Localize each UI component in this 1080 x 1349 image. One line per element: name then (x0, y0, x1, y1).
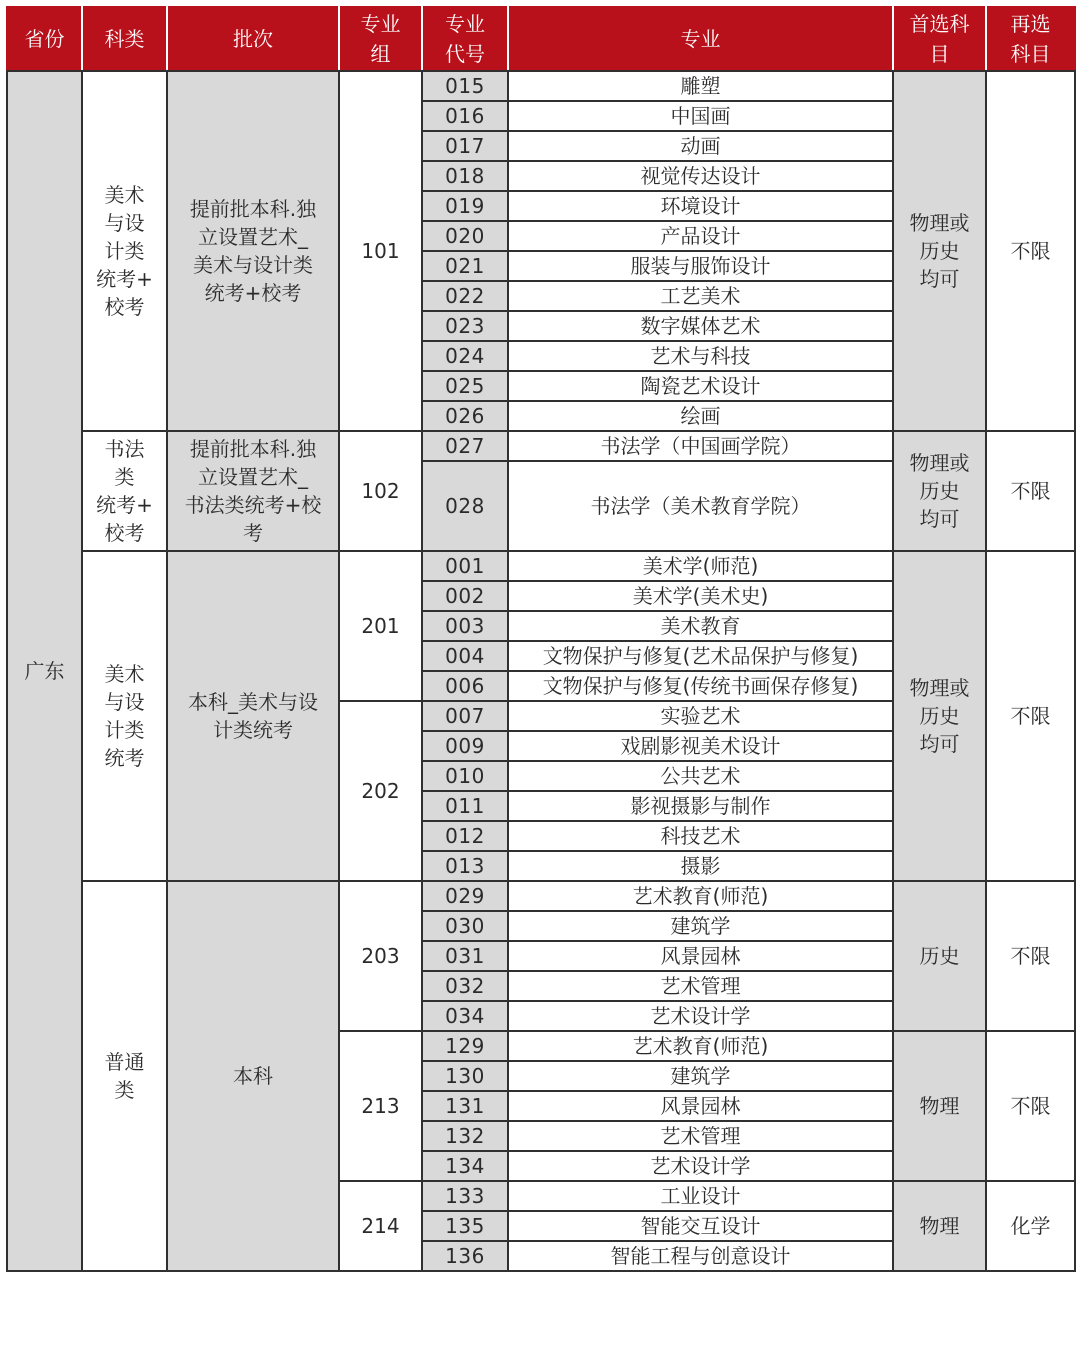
major-name-cell: 风景园林 (508, 1091, 893, 1121)
major-name-cell: 视觉传达设计 (508, 161, 893, 191)
major-code-cell: 130 (422, 1061, 508, 1091)
major-code-cell: 023 (422, 311, 508, 341)
header-row (7, 7, 1075, 71)
major-name-cell: 艺术教育(师范) (508, 1031, 893, 1061)
major-code-cell: 028 (422, 461, 508, 551)
major-code-cell: 029 (422, 881, 508, 911)
major-code-cell: 017 (422, 131, 508, 161)
major-name-cell: 艺术与科技 (508, 341, 893, 371)
group-cell: 213 (339, 1031, 422, 1181)
major-code-cell: 002 (422, 581, 508, 611)
major-code-cell: 024 (422, 341, 508, 371)
major-name-cell: 影视摄影与制作 (508, 791, 893, 821)
major-name-cell: 艺术设计学 (508, 1151, 893, 1181)
header-major: 专业 (508, 7, 893, 71)
major-code-cell: 133 (422, 1181, 508, 1211)
major-name-cell: 科技艺术 (508, 821, 893, 851)
header-group: 专业 组 (339, 7, 422, 71)
second-subject-cell: 不限 (986, 1031, 1075, 1181)
major-code-cell: 001 (422, 551, 508, 581)
header-province: 省份 (7, 7, 82, 71)
major-code-cell: 015 (422, 71, 508, 101)
category-cell: 美术 与设 计类 统考 (82, 551, 167, 881)
major-code-cell: 034 (422, 1001, 508, 1031)
first-subject-cell: 物理或 历史 均可 (893, 431, 986, 551)
second-subject-cell: 不限 (986, 71, 1075, 431)
first-subject-cell: 物理 (893, 1181, 986, 1271)
major-name-cell: 书法学（美术教育学院） (508, 461, 893, 551)
table-body (7, 71, 1075, 1271)
second-subject-cell: 不限 (986, 551, 1075, 881)
major-code-cell: 134 (422, 1151, 508, 1181)
major-code-cell: 025 (422, 371, 508, 401)
group-cell: 101 (339, 71, 422, 431)
major-code-cell: 021 (422, 251, 508, 281)
major-code-cell: 027 (422, 431, 508, 461)
major-name-cell: 风景园林 (508, 941, 893, 971)
major-name-cell: 环境设计 (508, 191, 893, 221)
first-subject-cell: 物理或 历史 均可 (893, 71, 986, 431)
table-row (7, 431, 1075, 461)
major-name-cell: 艺术管理 (508, 1121, 893, 1151)
major-code-cell: 016 (422, 101, 508, 131)
major-code-cell: 006 (422, 671, 508, 701)
major-code-cell: 032 (422, 971, 508, 1001)
major-name-cell: 陶瓷艺术设计 (508, 371, 893, 401)
table-row (7, 551, 1075, 581)
major-code-cell: 135 (422, 1211, 508, 1241)
major-code-cell: 020 (422, 221, 508, 251)
major-code-cell: 011 (422, 791, 508, 821)
major-code-cell: 030 (422, 911, 508, 941)
major-name-cell: 数字媒体艺术 (508, 311, 893, 341)
header-second-subject: 再选 科目 (986, 7, 1075, 71)
major-name-cell: 文物保护与修复(传统书画保存修复) (508, 671, 893, 701)
batch-cell: 本科_美术与设 计类统考 (167, 551, 339, 881)
group-cell: 203 (339, 881, 422, 1031)
header-code: 专业 代号 (422, 7, 508, 71)
group-cell: 202 (339, 701, 422, 881)
province-cell: 广东 (7, 71, 82, 1271)
category-cell: 书法 类 统考+ 校考 (82, 431, 167, 551)
batch-cell: 提前批本科.独 立设置艺术_ 美术与设计类 统考+校考 (167, 71, 339, 431)
second-subject-cell: 化学 (986, 1181, 1075, 1271)
major-name-cell: 智能交互设计 (508, 1211, 893, 1241)
major-code-cell: 136 (422, 1241, 508, 1271)
major-code-cell: 010 (422, 761, 508, 791)
header-batch: 批次 (167, 7, 339, 71)
first-subject-cell: 物理 (893, 1031, 986, 1181)
major-code-cell: 031 (422, 941, 508, 971)
major-code-cell: 013 (422, 851, 508, 881)
batch-cell: 提前批本科.独 立设置艺术_ 书法类统考+校 考 (167, 431, 339, 551)
group-cell: 102 (339, 431, 422, 551)
major-name-cell: 公共艺术 (508, 761, 893, 791)
major-name-cell: 摄影 (508, 851, 893, 881)
category-cell: 美术 与设 计类 统考+ 校考 (82, 71, 167, 431)
major-name-cell: 艺术设计学 (508, 1001, 893, 1031)
second-subject-cell: 不限 (986, 881, 1075, 1031)
major-name-cell: 实验艺术 (508, 701, 893, 731)
major-name-cell: 文物保护与修复(艺术品保护与修复) (508, 641, 893, 671)
batch-cell: 本科 (167, 881, 339, 1271)
major-name-cell: 中国画 (508, 101, 893, 131)
first-subject-cell: 物理或 历史 均可 (893, 551, 986, 881)
header-first-subject: 首选科 目 (893, 7, 986, 71)
second-subject-cell: 不限 (986, 431, 1075, 551)
major-code-cell: 007 (422, 701, 508, 731)
major-code-cell: 131 (422, 1091, 508, 1121)
category-cell: 普通 类 (82, 881, 167, 1271)
group-cell: 201 (339, 551, 422, 701)
major-name-cell: 书法学（中国画学院） (508, 431, 893, 461)
first-subject-cell: 历史 (893, 881, 986, 1031)
major-code-cell: 009 (422, 731, 508, 761)
major-code-cell: 019 (422, 191, 508, 221)
major-code-cell: 022 (422, 281, 508, 311)
major-name-cell: 雕塑 (508, 71, 893, 101)
major-name-cell: 艺术教育(师范) (508, 881, 893, 911)
major-name-cell: 美术学(师范) (508, 551, 893, 581)
major-name-cell: 建筑学 (508, 1061, 893, 1091)
major-name-cell: 服装与服饰设计 (508, 251, 893, 281)
major-name-cell: 智能工程与创意设计 (508, 1241, 893, 1271)
major-name-cell: 产品设计 (508, 221, 893, 251)
major-code-cell: 012 (422, 821, 508, 851)
major-name-cell: 美术教育 (508, 611, 893, 641)
major-code-cell: 132 (422, 1121, 508, 1151)
header-category: 科类 (82, 7, 167, 71)
major-name-cell: 戏剧影视美术设计 (508, 731, 893, 761)
table-row (7, 881, 1075, 911)
major-code-cell: 003 (422, 611, 508, 641)
major-code-cell: 018 (422, 161, 508, 191)
major-code-cell: 026 (422, 401, 508, 431)
major-name-cell: 动画 (508, 131, 893, 161)
admission-table (6, 6, 1076, 1272)
major-name-cell: 绘画 (508, 401, 893, 431)
major-name-cell: 艺术管理 (508, 971, 893, 1001)
major-name-cell: 工业设计 (508, 1181, 893, 1211)
major-code-cell: 004 (422, 641, 508, 671)
table-row (7, 71, 1075, 101)
group-cell: 214 (339, 1181, 422, 1271)
major-name-cell: 工艺美术 (508, 281, 893, 311)
major-name-cell: 美术学(美术史) (508, 581, 893, 611)
major-name-cell: 建筑学 (508, 911, 893, 941)
major-code-cell: 129 (422, 1031, 508, 1061)
